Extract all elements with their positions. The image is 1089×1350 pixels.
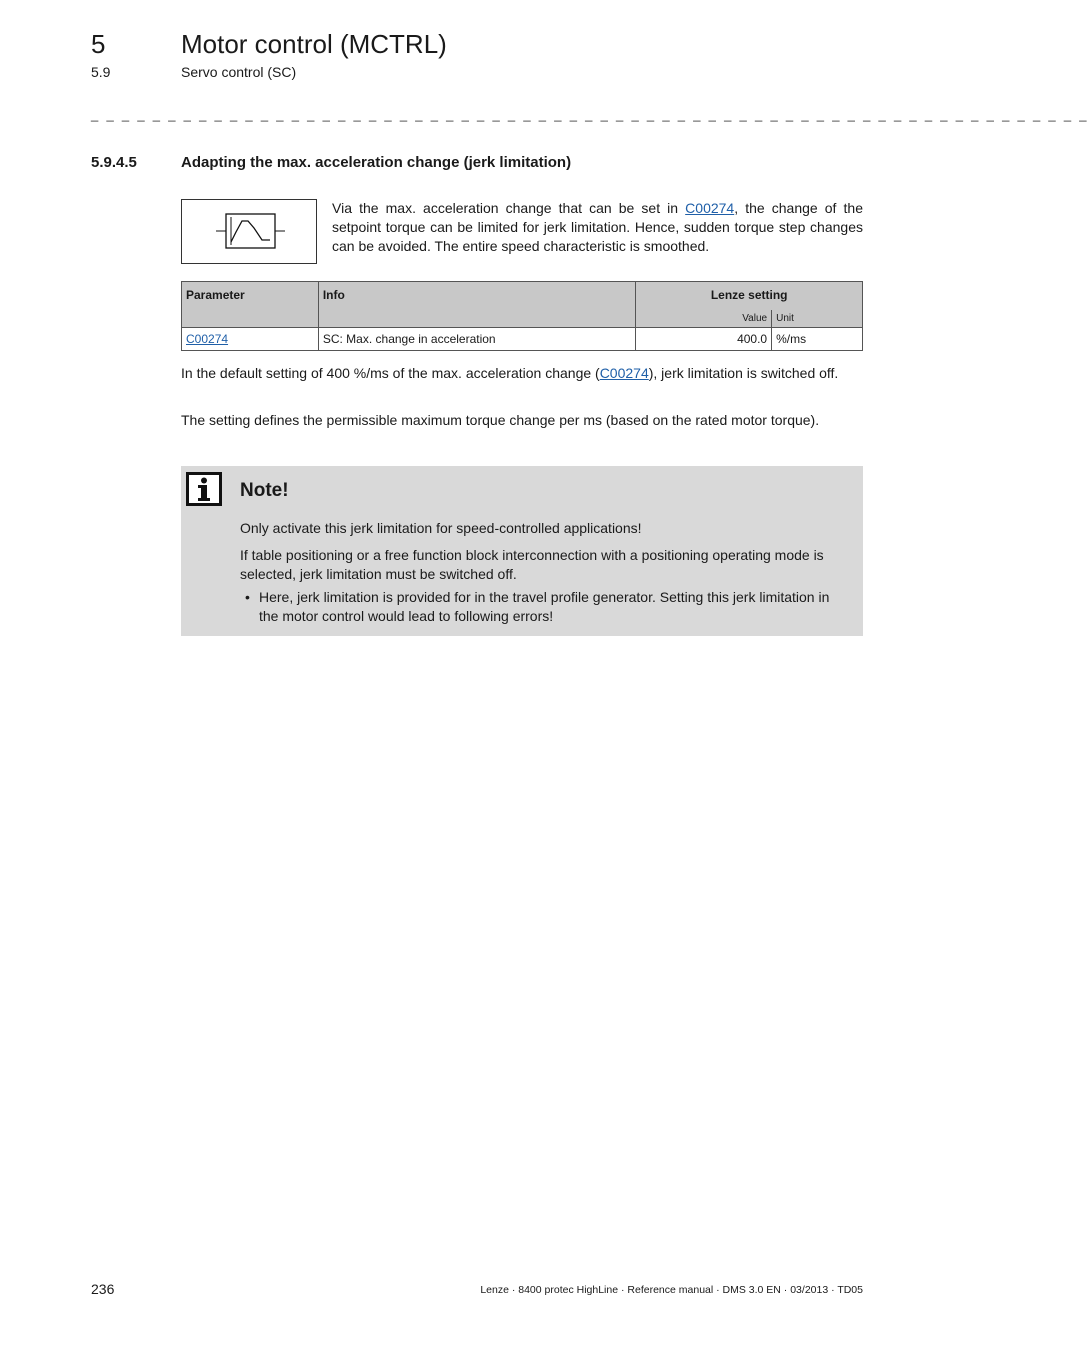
p1-text-before: In the default setting of 400 %/ms of the max. acceleration change (	[181, 365, 600, 381]
header-parameter: Parameter	[182, 282, 319, 328]
jerk-limitation-figure	[181, 199, 317, 264]
note-title: Note!	[240, 480, 289, 501]
table-row	[182, 328, 863, 351]
c00274-link[interactable]: C00274	[685, 200, 735, 216]
document-info: Lenze · 8400 protec HighLine · Reference manual · DMS 3.0 EN · 03/2013 · TD05	[480, 1284, 863, 1296]
torque-change-paragraph: The setting defines the permissible maximum torque change per ms (based on the rated motor torque).	[181, 412, 820, 428]
subsection-title: Adapting the max. acceleration change (jerk limitation)	[181, 154, 572, 171]
parameter-table	[181, 281, 863, 351]
note-line-1: Only activate this jerk limitation for speed-controlled applications!	[240, 520, 642, 536]
p1-c00274-link[interactable]: C00274	[599, 365, 649, 381]
intro-text-before: Via the max. acceleration change that can be set in	[332, 200, 686, 216]
header-info: Info	[318, 282, 635, 328]
info-icon	[186, 472, 222, 506]
note-line-2: If table positioning or a free function block interconnection with a positioning operating mode is selected, jerk limitation must be switched off.	[240, 547, 824, 582]
header-lenze-setting: Lenze setting	[636, 282, 863, 310]
bullet-symbol: •	[245, 589, 250, 605]
row-info: SC: Max. change in acceleration	[318, 328, 635, 351]
row-unit: %/ms	[772, 328, 863, 351]
header-value: Value	[636, 310, 772, 328]
page-number: 236	[91, 1281, 115, 1297]
ramp-block-icon	[182, 200, 316, 263]
intro-text-after: , the change of the setpoint torque can be limited for jerk limitation. Hence, sudden torque step changes can be avoided. The entire speed characteristic is smoothed.	[332, 200, 863, 254]
p1-text-after: ), jerk limitation is switched off.	[648, 365, 839, 381]
table-c00274-link[interactable]: C00274	[186, 332, 229, 346]
subsection-number: 5.9.4.5	[91, 154, 137, 171]
section-title: Servo control (SC)	[181, 64, 297, 80]
chapter-number: 5	[91, 29, 106, 59]
section-number: 5.9	[91, 64, 111, 80]
header-separator: _ _ _ _ _ _ _ _ _ _ _ _ _ _ _ _ _ _ _ _ _ _ _ _ _ _ _ _ _ _ _ _ _ _ _ _ _ _ _ _ _ _ _ _ _ _ _ _ _ _ _ _ _ _ _ _ _ _ _ _ _ _ _ _ _	[91, 107, 1089, 122]
chapter-title: Motor control (MCTRL)	[181, 29, 447, 59]
header-unit: Unit	[772, 310, 863, 328]
default-setting-paragraph	[181, 363, 863, 383]
intro-paragraph	[332, 199, 863, 256]
row-value: 400.0	[636, 328, 772, 351]
table-header-row	[182, 282, 863, 310]
note-bullet-text: Here, jerk limitation is provided for in the travel profile generator. Setting this jerk limitation in the motor control would lead to following errors!	[259, 589, 830, 624]
